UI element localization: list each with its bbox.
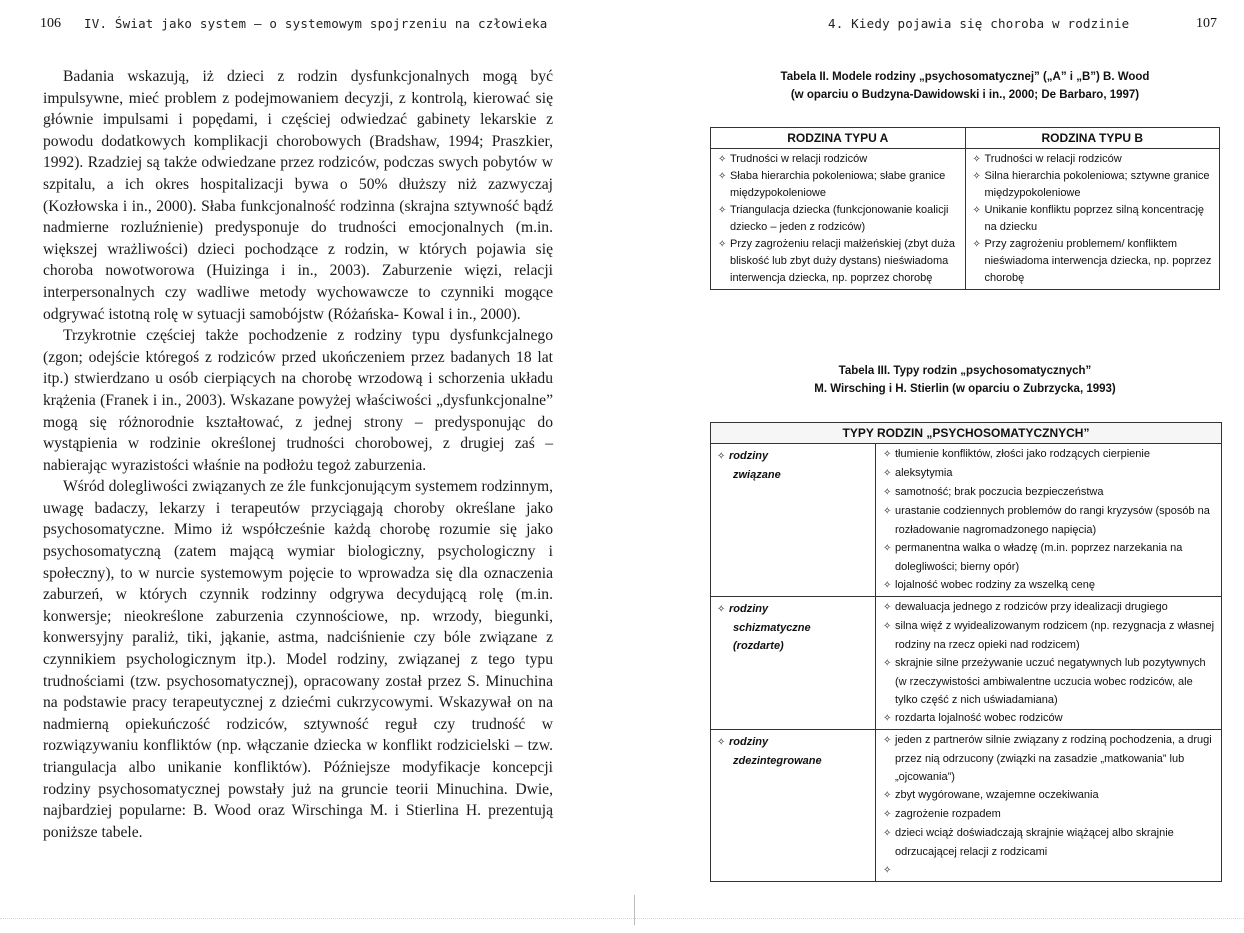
running-head-right: 4. Kiedy pojawia się choroba w rodzinie: [828, 16, 1130, 31]
page-gutter: [634, 895, 635, 925]
table2-header-a: RODZINA TYPU A: [711, 128, 966, 149]
list-item: ✧ urastanie codziennych problemów do rangi kryzysów (sposób na rozładowanie nagromadzonego napięcia): [883, 505, 1210, 536]
list-item: ✧ Trudności w relacji rodziców: [970, 151, 1216, 168]
diamond-bullet-icon: ✧: [883, 809, 892, 820]
diamond-bullet-icon: ✧: [883, 602, 892, 613]
running-head-left: IV. Świat jako system – o systemowym spojrzeniu na człowieka: [84, 16, 548, 31]
list-item: ✧ tłumienie konfliktów, złości jako rodzących cierpienie: [880, 445, 1217, 464]
table2-col-b: [965, 149, 1220, 290]
table-family-models: [710, 127, 1220, 290]
list-item: ✧ samotność; brak poczucia bezpieczeństwa: [880, 483, 1217, 502]
list-item: ✧ zbyt wygórowane, wzajemne oczekiwania: [880, 786, 1217, 805]
paragraph: Trzykrotnie częściej także pochodzenie z rodziny typu dysfunkcjalnego (zgon; odejście któregoś z rodziców przed ukończeniem przez badanych 18 lat itp.) stwierdzano u osób cierpiących na chorobę wrzodową i schorzenia układu krążenia (Franek i in., 2003). Wskazane powyżej właściwości „dysfunkcjonalne” mogą się różnorodnie kształtować, z jednej strony – predysponując do wystąpienia w rodzinie określonej trudności chorobowej, z drugiej zaś – nabierając wyrazistości właśnie na podłożu tegoż zaburzenia.: [43, 327, 553, 474]
table2-caption: [710, 68, 1220, 104]
list-item: ✧ dewaluacja jednego z rodziców przy idealizacji drugiego: [880, 598, 1217, 617]
category-cell: ✧ rodziny zdezintegrowane: [711, 730, 876, 882]
diamond-bullet-icon: ✧: [883, 865, 892, 876]
diamond-bullet-icon: ✧: [883, 658, 892, 669]
diamond-bullet-icon: ✧: [883, 506, 892, 517]
list-item: ✧ permanentna walka o władzę (m.in. poprzez narzekania na dolegliwości; bierny opór): [883, 542, 1183, 573]
table3-caption-line2: M. Wirsching i H. Stierlin (w oparciu o Zubrzycka, 1993): [814, 383, 1116, 395]
items-cell: [876, 597, 1222, 730]
list-item: ✧ skrajnie silne przeżywanie uczuć negatywnych lub pozytywnych (w rzeczywistości ambiwalentne uczucia wobec rodziców, ale tylko część z nich uświadamiana): [883, 657, 1206, 706]
diamond-bullet-icon: ✧: [718, 171, 727, 182]
list-item: ✧ jeden z partnerów silnie związany z rodziną pochodzenia, a drugi przez nią odrzucony (związki na zasadzie „matkowania” lub „ojcowania”): [883, 734, 1212, 783]
list-item: ✧ aleksytymia: [880, 464, 1217, 483]
diamond-bullet-icon: ✧: [883, 449, 892, 460]
list-item: ✧ Silna hierarchia pokoleniowa; sztywne granice międzypokoleniowe: [972, 170, 1210, 199]
list-item: ✧ dzieci wciąż doświadczają skrajnie wiążącej albo skrajnie odrzucającej relacji z rodzicami: [883, 827, 1174, 858]
list-item: ✧ Przy zagrożeniu problemem/ konfliktem nieświadoma interwencja dziecka, np. poprzez chorobę: [972, 238, 1212, 284]
table2-header-b: RODZINA TYPU B: [965, 128, 1220, 149]
paragraph: Wśród dolegliwości związanych ze źle funkcjonującym systemem rodzinnym, uwagę badaczy, lekarzy i terapeutów przyciągają choroby określane jako psychosomatyczne. Mimo iż współcześnie każdą chorobę rozumie się jako psychosomatyczną (zatem mającą wymiar biologiczny, psychologiczny i społeczny), to w nurcie systemowym pojęcie to wprowadza się dla oznaczenia zaburzeń, w których czynnik rodzinny odgrywa decydującą rolę (m.in. konwersje; nieokreślone zaburzenia czynnościowe, np. wrzody, biegunki, konwersyjny paraliż, tiki, jąkanie, astma, nadciśnienie czy bóle związane z czynnikiem psychologicznym itp.). Model rodziny, związanej z tego typu trudnościami (tzw. psychosomatycznej), opracowany został przez S. Minuchina na podstawie pracy terapeutycznej z dziećmi cukrzycowymi. Wskazywał on na nadmierną opiekuńczość rodziców, sztywność reguł czy trudność w rozwiązywaniu konfliktów (np. włączanie dziecka w konflikt rodzicielski – tzw. triangulacja albo unikanie konfliktów). Późniejsze modyfikacje koncepcji rodziny psychosomatycznej powstały już na gruncie teorii Minuchina. Dwie, najbardziej popularne: B. Wood oraz Wirschinga M. i Stierlina H. prezentują poniższe tabele.: [43, 478, 553, 841]
table2-caption-line1: Tabela II. Modele rodziny „psychosomatycznej” („A” i „B”) B. Wood: [780, 71, 1150, 83]
table-family-types: [710, 422, 1222, 882]
list-item: ✧ zagrożenie rozpadem: [880, 805, 1217, 824]
items-cell: [876, 730, 1222, 882]
table2-caption-line2: (w oparciu o Budzyna-Dawidowski i in., 2000; De Barbaro, 1997): [790, 89, 1140, 101]
list-item: ✧ Przy zagrożeniu relacji małżeńskiej (zbyt duża bliskość lub zbyt duży dystans) nieświadoma interwencja dziecka, np. poprzez chorobę: [718, 238, 955, 284]
diamond-bullet-icon: ✧: [883, 543, 892, 554]
table-row: [711, 444, 1222, 597]
items-cell: [876, 444, 1222, 597]
diamond-bullet-icon: ✧: [883, 487, 892, 498]
diamond-bullet-icon: ✧: [883, 828, 892, 839]
diamond-bullet-icon: ✧: [717, 451, 726, 462]
table2-col-a: [711, 149, 966, 290]
list-item: ✧ Słaba hierarchia pokoleniowa; słabe granice międzypokoleniowe: [718, 170, 946, 199]
category-cell: ✧ rodziny związane: [711, 444, 876, 597]
list-item: ✧ silna więź z wyidealizowanym rodzicem (np. rezygnacja z własnej rodziny na rzecz opieki nad rodzicem): [883, 620, 1215, 651]
diamond-bullet-icon: ✧: [883, 713, 892, 724]
table-row: [711, 730, 1222, 882]
diamond-bullet-icon: ✧: [717, 737, 726, 748]
list-item: ✧ rozdarta lojalność wobec rodziców: [880, 709, 1217, 728]
table-row: [711, 597, 1222, 730]
body-text: [43, 66, 553, 843]
list-item: ✧ Trudności w relacji rodziców: [715, 151, 961, 168]
table3-caption-line1: Tabela III. Typy rodzin „psychosomatycznych”: [838, 365, 1092, 377]
diamond-bullet-icon: ✧: [972, 171, 981, 182]
diamond-bullet-icon: ✧: [883, 580, 892, 591]
diamond-bullet-icon: ✧: [883, 735, 892, 746]
page-number-right: 107: [1196, 16, 1217, 31]
page-number-left: 106: [40, 16, 61, 31]
table3-header: TYPY RODZIN „PSYCHOSOMATYCZNYCH”: [711, 423, 1222, 444]
scan-edge: [0, 918, 1244, 920]
table3-caption: [710, 362, 1220, 398]
paragraph: Badania wskazują, iż dzieci z rodzin dysfunkcjonalnych mogą być impulsywne, mieć problem z podejmowaniem decyzji, z kontrolą, kierować się głównie impulsami i popędami, i częściej odwiedzać gabinety lekarskie z powodu dodatkowych komplikacji chorobowych (Bradshaw, 1994; Praszkier, 1992). Rzadziej są także odwiedzane przez rodziców, podczas swych pobytów w szpitalu, a ich okres hospitalizacji bywa o 50% dłuższy niż zazwyczaj (Kozłowska i in., 2000). Słaba funkcjonalność rodzinna (skrajna sztywność bądź nadmierne rozluźnienie) predysponuje do trudności emocjonalnych (m.in. większej wrażliwości) dzieci pochodzące z rodzin, w których pojawia się choroba nowotworowa (Huizinga i in., 2003). Zaburzenie więzi, relacji interpersonalnych czy wadliwe metody wychowawcze to czynniki mogące odgrywać istotną rolę w sytuacji samobójstw (Różańska- Kowal i in., 2000).: [43, 68, 553, 323]
diamond-bullet-icon: ✧: [718, 205, 727, 216]
diamond-bullet-icon: ✧: [718, 154, 727, 165]
list-item: ✧ lojalność wobec rodziny za wszelką cenę: [880, 576, 1217, 595]
list-item: [880, 861, 1217, 880]
category-cell: ✧ rodziny schizmatyczne (rozdarte): [711, 597, 876, 730]
list-item: ✧ Triangulacja dziecka (funkcjonowanie koalicji dziecko – jeden z rodziców): [718, 204, 949, 233]
diamond-bullet-icon: ✧: [717, 604, 726, 615]
diamond-bullet-icon: ✧: [718, 239, 727, 250]
diamond-bullet-icon: ✧: [883, 790, 892, 801]
list-item: ✧ Unikanie konfliktu poprzez silną koncentrację na dziecku: [972, 204, 1205, 233]
diamond-bullet-icon: ✧: [883, 621, 892, 632]
diamond-bullet-icon: ✧: [972, 205, 981, 216]
diamond-bullet-icon: ✧: [883, 468, 892, 479]
diamond-bullet-icon: ✧: [972, 239, 981, 250]
diamond-bullet-icon: ✧: [972, 154, 981, 165]
